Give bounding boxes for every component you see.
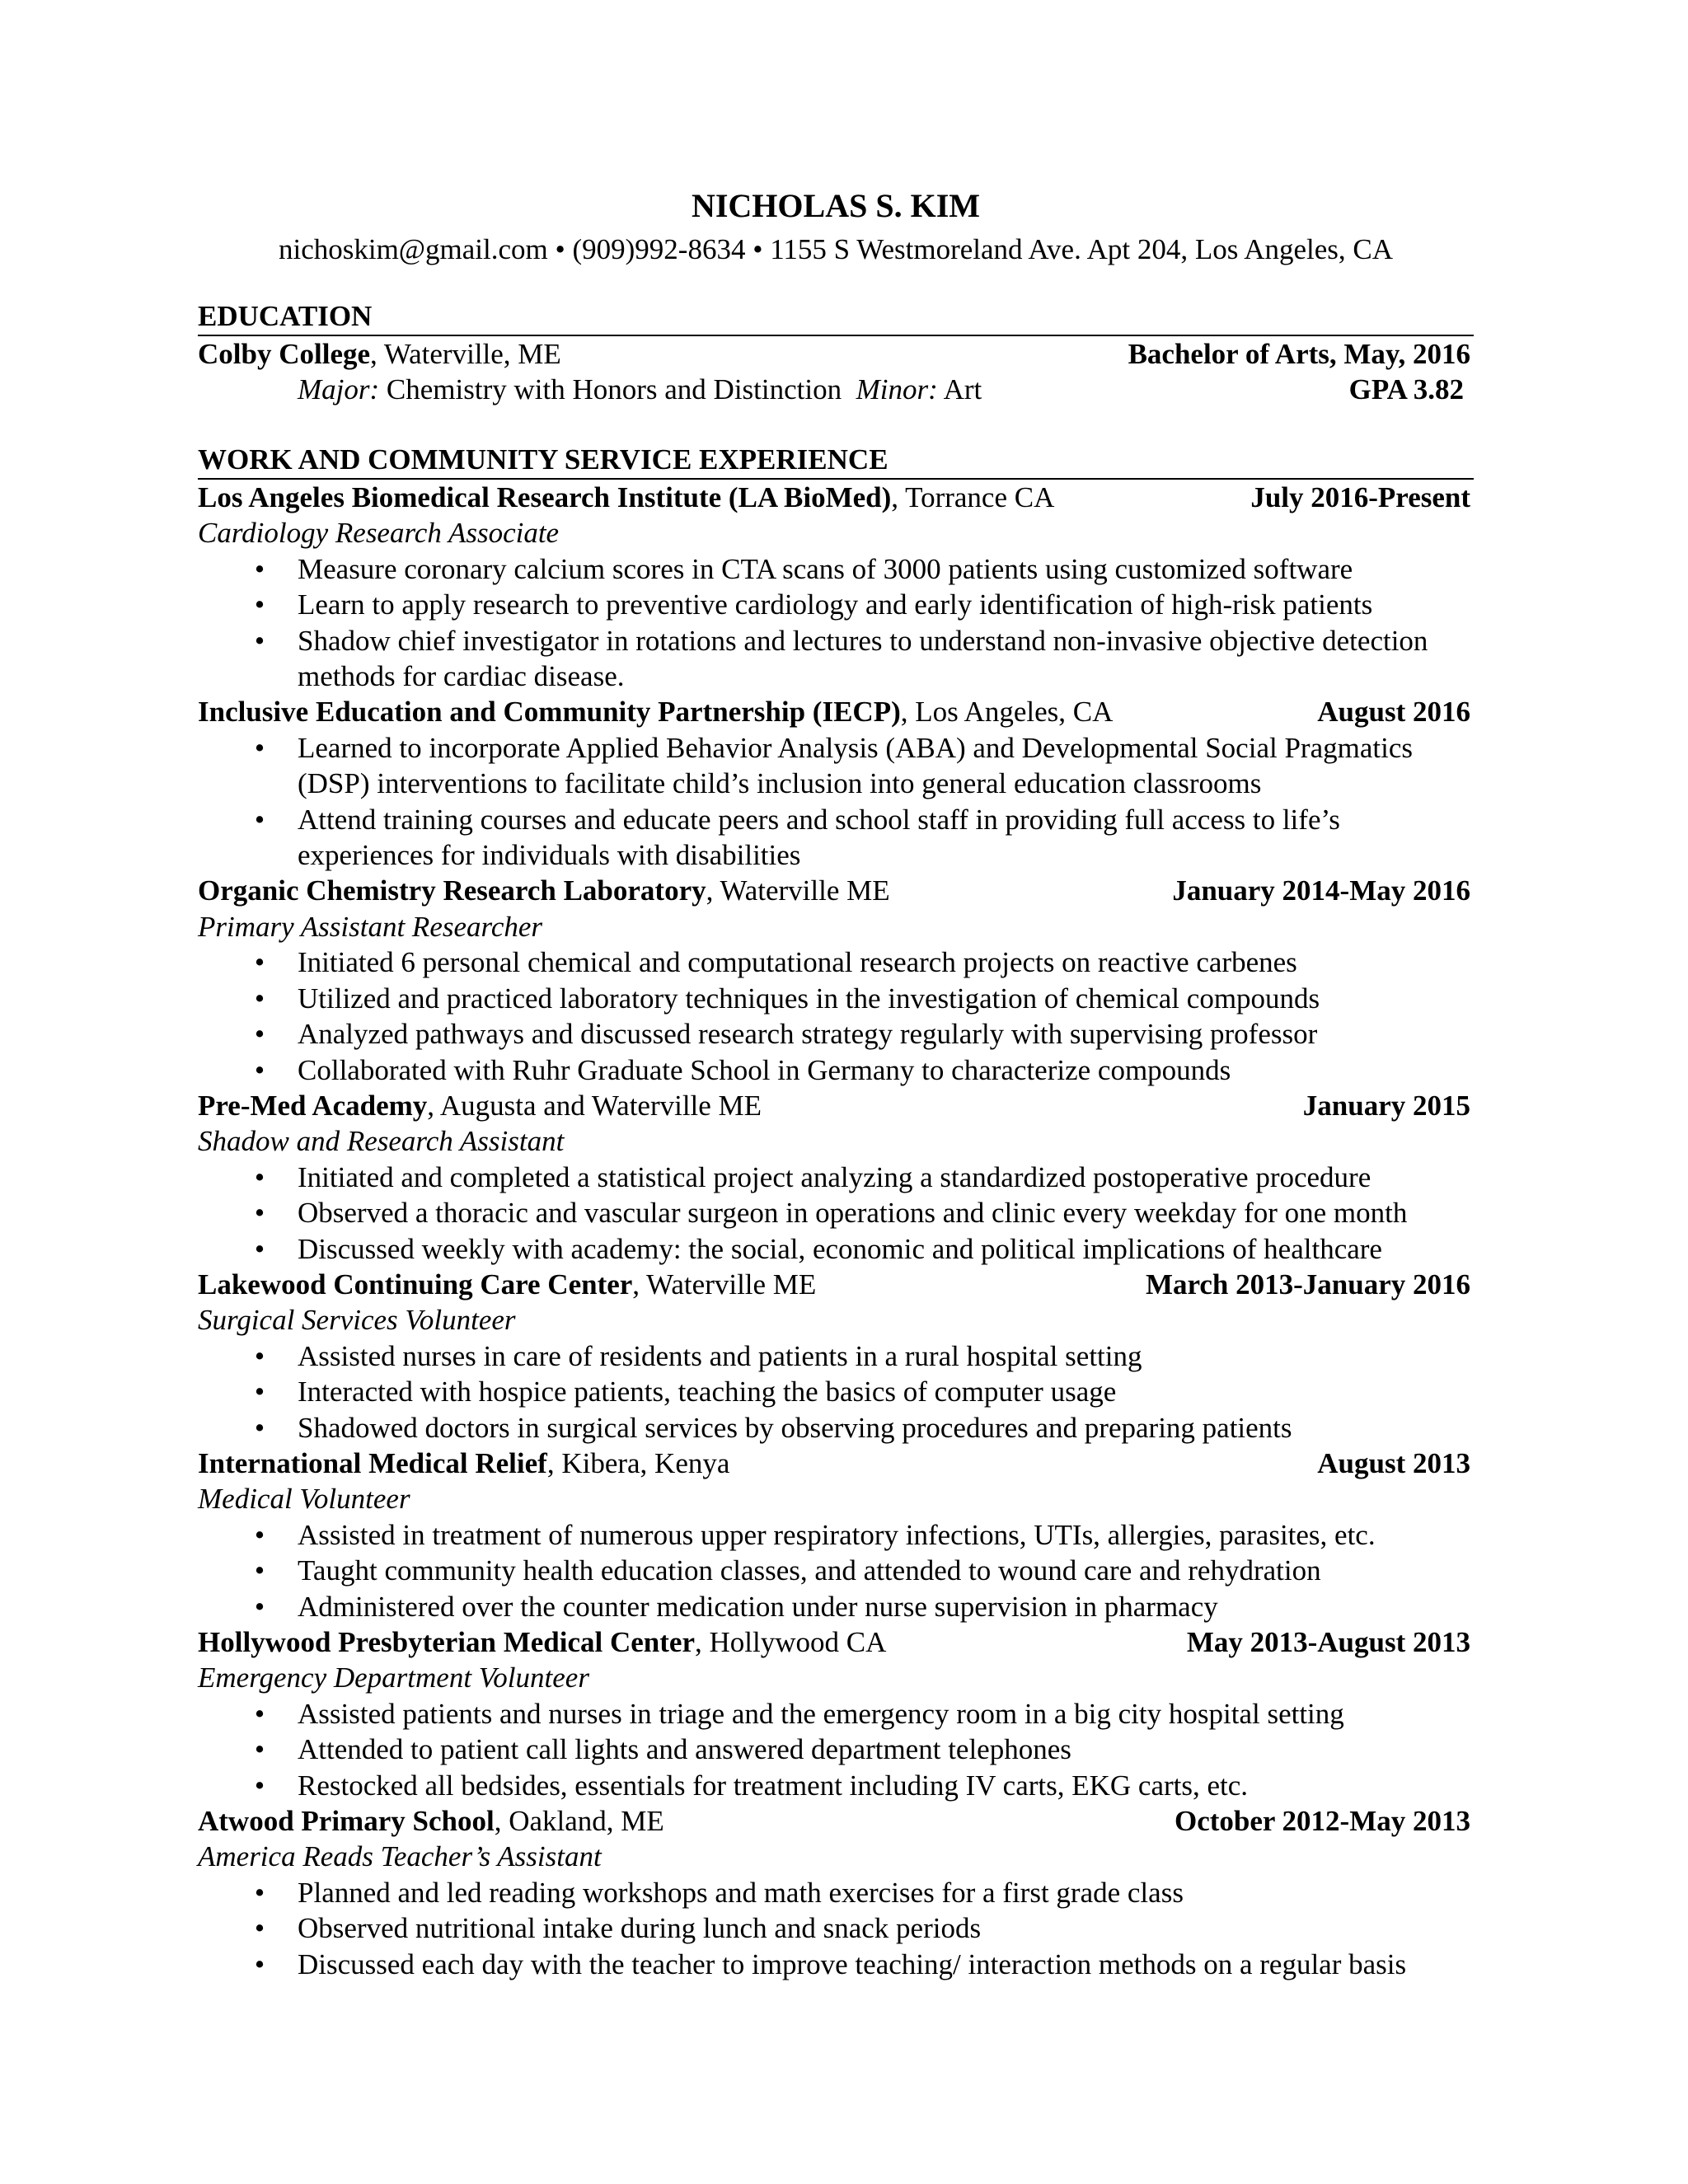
bullet-icon: • xyxy=(254,1018,265,1051)
job-org: Los Angeles Biomedical Research Institute (LA BioMed) xyxy=(198,481,892,513)
bullet-text: Analyzed pathways and discussed research strategy regularly with supervising professor xyxy=(298,1018,1318,1051)
bullet-text: Assisted in treatment of numerous upper respiratory infections, UTIs, allergies, parasites, etc. xyxy=(298,1518,1376,1551)
candidate-name: NICHOLAS S. KIM xyxy=(691,187,981,224)
job-bullets xyxy=(198,1338,1474,1446)
list-item xyxy=(198,1160,1474,1195)
bullet-text: Collaborated with Ruhr Graduate School in Germany to characterize compounds xyxy=(298,1053,1231,1086)
bullet-text: Observed nutritional intake during lunch and snack periods xyxy=(298,1912,982,1945)
minor-label: Minor: xyxy=(856,373,938,406)
list-item xyxy=(198,1589,1474,1624)
job-entry xyxy=(198,1624,1474,1803)
bullet-text: Restocked all bedsides, essentials for treatment including IV carts, EKG carts, etc. xyxy=(298,1769,1249,1802)
job-entry xyxy=(198,1803,1474,1982)
bullet-icon: • xyxy=(254,1769,265,1802)
job-header xyxy=(198,694,1474,729)
bullet-text: Observed a thoracic and vascular surgeon in operations and clinic every weekday for one month xyxy=(298,1197,1408,1230)
job-location: , Augusta and Waterville ME xyxy=(427,1089,762,1122)
job-entry xyxy=(198,1267,1474,1446)
job-dates: May 2013-August 2013 xyxy=(1186,1626,1470,1658)
bullet-text: Administered over the counter medication under nurse supervision in pharmacy xyxy=(298,1590,1218,1623)
education-school-row xyxy=(198,336,1474,372)
job-entry xyxy=(198,480,1474,694)
job-role: Surgical Services Volunteer xyxy=(198,1304,516,1337)
job-location: , Waterville ME xyxy=(706,874,890,907)
bullet-text: Measure coronary calcium scores in CTA scans of 3000 patients using customized software xyxy=(298,552,1353,585)
education-major-row xyxy=(198,372,1474,407)
bullet-icon: • xyxy=(254,731,265,764)
bullet-text: Planned and led reading workshops and math exercises for a first grade class xyxy=(298,1876,1184,1909)
job-location: , Kibera, Kenya xyxy=(546,1446,730,1479)
list-item xyxy=(198,802,1474,874)
job-role: Medical Volunteer xyxy=(198,1483,410,1516)
list-item xyxy=(198,981,1474,1016)
list-item xyxy=(198,1910,1474,1946)
job-header xyxy=(198,1088,1474,1123)
bullet-text: Discussed weekly with academy: the social, economic and political implications of healthcare xyxy=(298,1232,1382,1265)
bullet-icon: • xyxy=(254,1232,265,1265)
experience-section xyxy=(198,442,1474,1982)
bullet-text: Interacted with hospice patients, teaching the basics of computer usage xyxy=(298,1376,1117,1408)
list-item xyxy=(198,730,1474,802)
job-location: , Torrance CA xyxy=(891,481,1055,513)
bullet-icon: • xyxy=(254,1590,265,1623)
job-role: Primary Assistant Researcher xyxy=(198,910,543,943)
bullet-text: Initiated and completed a statistical project analyzing a standardized postoperative procedure xyxy=(298,1160,1372,1193)
job-org: Organic Chemistry Research Laboratory xyxy=(198,874,706,907)
job-org: Atwood Primary School xyxy=(198,1805,495,1838)
bullet-text: Assisted nurses in care of residents and patients in a rural hospital setting xyxy=(298,1339,1142,1372)
job-location: , Oakland, ME xyxy=(494,1805,664,1838)
job-org: Inclusive Education and Community Partnership (IECP) xyxy=(198,696,901,729)
major-label: Major: xyxy=(298,373,380,406)
list-item xyxy=(198,1517,1474,1553)
job-header xyxy=(198,1446,1474,1481)
list-item xyxy=(198,1768,1474,1803)
bullet-text: Attend training courses and educate peers and school staff in providing full access to life’s experiences for individuals with disabilities xyxy=(298,803,1340,872)
list-item xyxy=(198,944,1474,980)
job-entry xyxy=(198,1088,1474,1267)
job-org: International Medical Relief xyxy=(198,1446,547,1479)
bullet-icon: • xyxy=(254,1733,265,1766)
job-dates: January 2015 xyxy=(1302,1089,1470,1122)
list-item xyxy=(198,623,1474,695)
bullet-icon: • xyxy=(254,588,265,621)
job-dates: August 2013 xyxy=(1317,1446,1470,1479)
job-bullets xyxy=(198,730,1474,874)
job-header xyxy=(198,1267,1474,1302)
list-item xyxy=(198,1732,1474,1767)
bullet-text: Taught community health education classes, and attended to wound care and rehydration xyxy=(298,1554,1321,1587)
job-header xyxy=(198,1624,1474,1660)
bullet-icon: • xyxy=(254,803,265,836)
job-location: , Los Angeles, CA xyxy=(900,696,1114,729)
degree: Bachelor of Arts, May, 2016 xyxy=(1128,338,1470,370)
bullet-icon: • xyxy=(254,1411,265,1444)
bullet-icon: • xyxy=(254,1053,265,1086)
job-bullets xyxy=(198,551,1474,695)
job-dates: January 2014-May 2016 xyxy=(1172,874,1470,907)
job-location: , Waterville ME xyxy=(632,1268,817,1301)
section-title-experience: WORK AND COMMUNITY SERVICE EXPERIENCE xyxy=(198,442,1474,480)
job-role: Cardiology Research Associate xyxy=(198,517,560,550)
bullet-text: Assisted patients and nurses in triage and the emergency room in a big city hospital setting xyxy=(298,1697,1344,1730)
bullet-text: Initiated 6 personal chemical and computational research projects on reactive carbenes xyxy=(298,946,1297,979)
bullet-icon: • xyxy=(254,1876,265,1909)
bullet-text: Shadowed doctors in surgical services by observing procedures and preparing patients xyxy=(298,1411,1292,1444)
job-location: , Hollywood CA xyxy=(695,1626,887,1658)
contact-line: nichoskim@gmail.com • (909)992-8634 • 1155 S Westmoreland Ave. Apt 204, Los Angeles, CA xyxy=(278,233,1394,265)
school-name: Colby College xyxy=(198,338,371,370)
job-role: Emergency Department Volunteer xyxy=(198,1661,589,1694)
bullet-icon: • xyxy=(254,1697,265,1730)
bullet-icon: • xyxy=(254,1947,265,1980)
list-item xyxy=(198,1947,1474,1982)
list-item xyxy=(198,1410,1474,1446)
gpa: GPA 3.82 xyxy=(1348,373,1464,406)
job-role: Shadow and Research Assistant xyxy=(198,1125,565,1158)
list-item xyxy=(198,1231,1474,1267)
list-item xyxy=(198,551,1474,587)
job-header xyxy=(198,1803,1474,1839)
job-header xyxy=(198,873,1474,908)
job-org: Pre-Med Academy xyxy=(198,1089,428,1122)
bullet-text: Attended to patient call lights and answered department telephones xyxy=(298,1733,1071,1766)
bullet-icon: • xyxy=(254,552,265,585)
job-bullets xyxy=(198,1517,1474,1624)
bullet-icon: • xyxy=(254,1339,265,1372)
education-section xyxy=(198,298,1474,408)
minor: Art xyxy=(937,373,982,406)
job-dates: March 2013-January 2016 xyxy=(1145,1268,1470,1301)
bullet-icon: • xyxy=(254,946,265,979)
list-item xyxy=(198,1195,1474,1230)
section-title-education: EDUCATION xyxy=(198,298,1474,336)
job-org: Lakewood Continuing Care Center xyxy=(198,1268,633,1301)
bullet-icon: • xyxy=(254,1554,265,1587)
job-header xyxy=(198,480,1474,515)
bullet-icon: • xyxy=(254,1376,265,1408)
bullet-text: Discussed each day with the teacher to improve teaching/ interaction methods on a regular basis xyxy=(298,1947,1407,1980)
job-entry xyxy=(198,1446,1474,1624)
bullet-text: Learned to incorporate Applied Behavior Analysis (ABA) and Developmental Social Pragmatics (DSP) interventions to facilitate child’s inclusion into general education classrooms xyxy=(298,731,1413,800)
job-bullets xyxy=(198,944,1474,1088)
list-item xyxy=(198,1374,1474,1409)
job-entry xyxy=(198,873,1474,1087)
bullet-icon: • xyxy=(254,1160,265,1193)
job-dates: October 2012-May 2013 xyxy=(1174,1805,1470,1838)
list-item xyxy=(198,1553,1474,1588)
list-item xyxy=(198,1338,1474,1374)
bullet-text: Shadow chief investigator in rotations and lectures to understand non-invasive objective detection methods for cardiac disease. xyxy=(298,624,1428,693)
job-bullets xyxy=(198,1875,1474,1982)
list-item xyxy=(198,587,1474,622)
job-bullets xyxy=(198,1696,1474,1803)
bullet-text: Learn to apply research to preventive cardiology and early identification of high-risk patients xyxy=(298,588,1373,621)
school-location: , Waterville, ME xyxy=(370,338,561,370)
job-bullets xyxy=(198,1160,1474,1267)
job-dates: August 2016 xyxy=(1317,696,1470,729)
bullet-icon: • xyxy=(254,624,265,657)
bullet-icon: • xyxy=(254,1518,265,1551)
list-item xyxy=(198,1696,1474,1732)
job-org: Hollywood Presbyterian Medical Center xyxy=(198,1626,695,1658)
list-item xyxy=(198,1016,1474,1052)
job-dates: July 2016-Present xyxy=(1250,481,1470,513)
bullet-text: Utilized and practiced laboratory techniques in the investigation of chemical compounds xyxy=(298,982,1320,1015)
list-item xyxy=(198,1052,1474,1088)
job-entry xyxy=(198,694,1474,873)
job-role: America Reads Teacher’s Assistant xyxy=(198,1840,602,1873)
major: Chemistry with Honors and Distinction xyxy=(379,373,856,406)
bullet-icon: • xyxy=(254,982,265,1015)
bullet-icon: • xyxy=(254,1912,265,1945)
bullet-icon: • xyxy=(254,1197,265,1230)
list-item xyxy=(198,1875,1474,1910)
